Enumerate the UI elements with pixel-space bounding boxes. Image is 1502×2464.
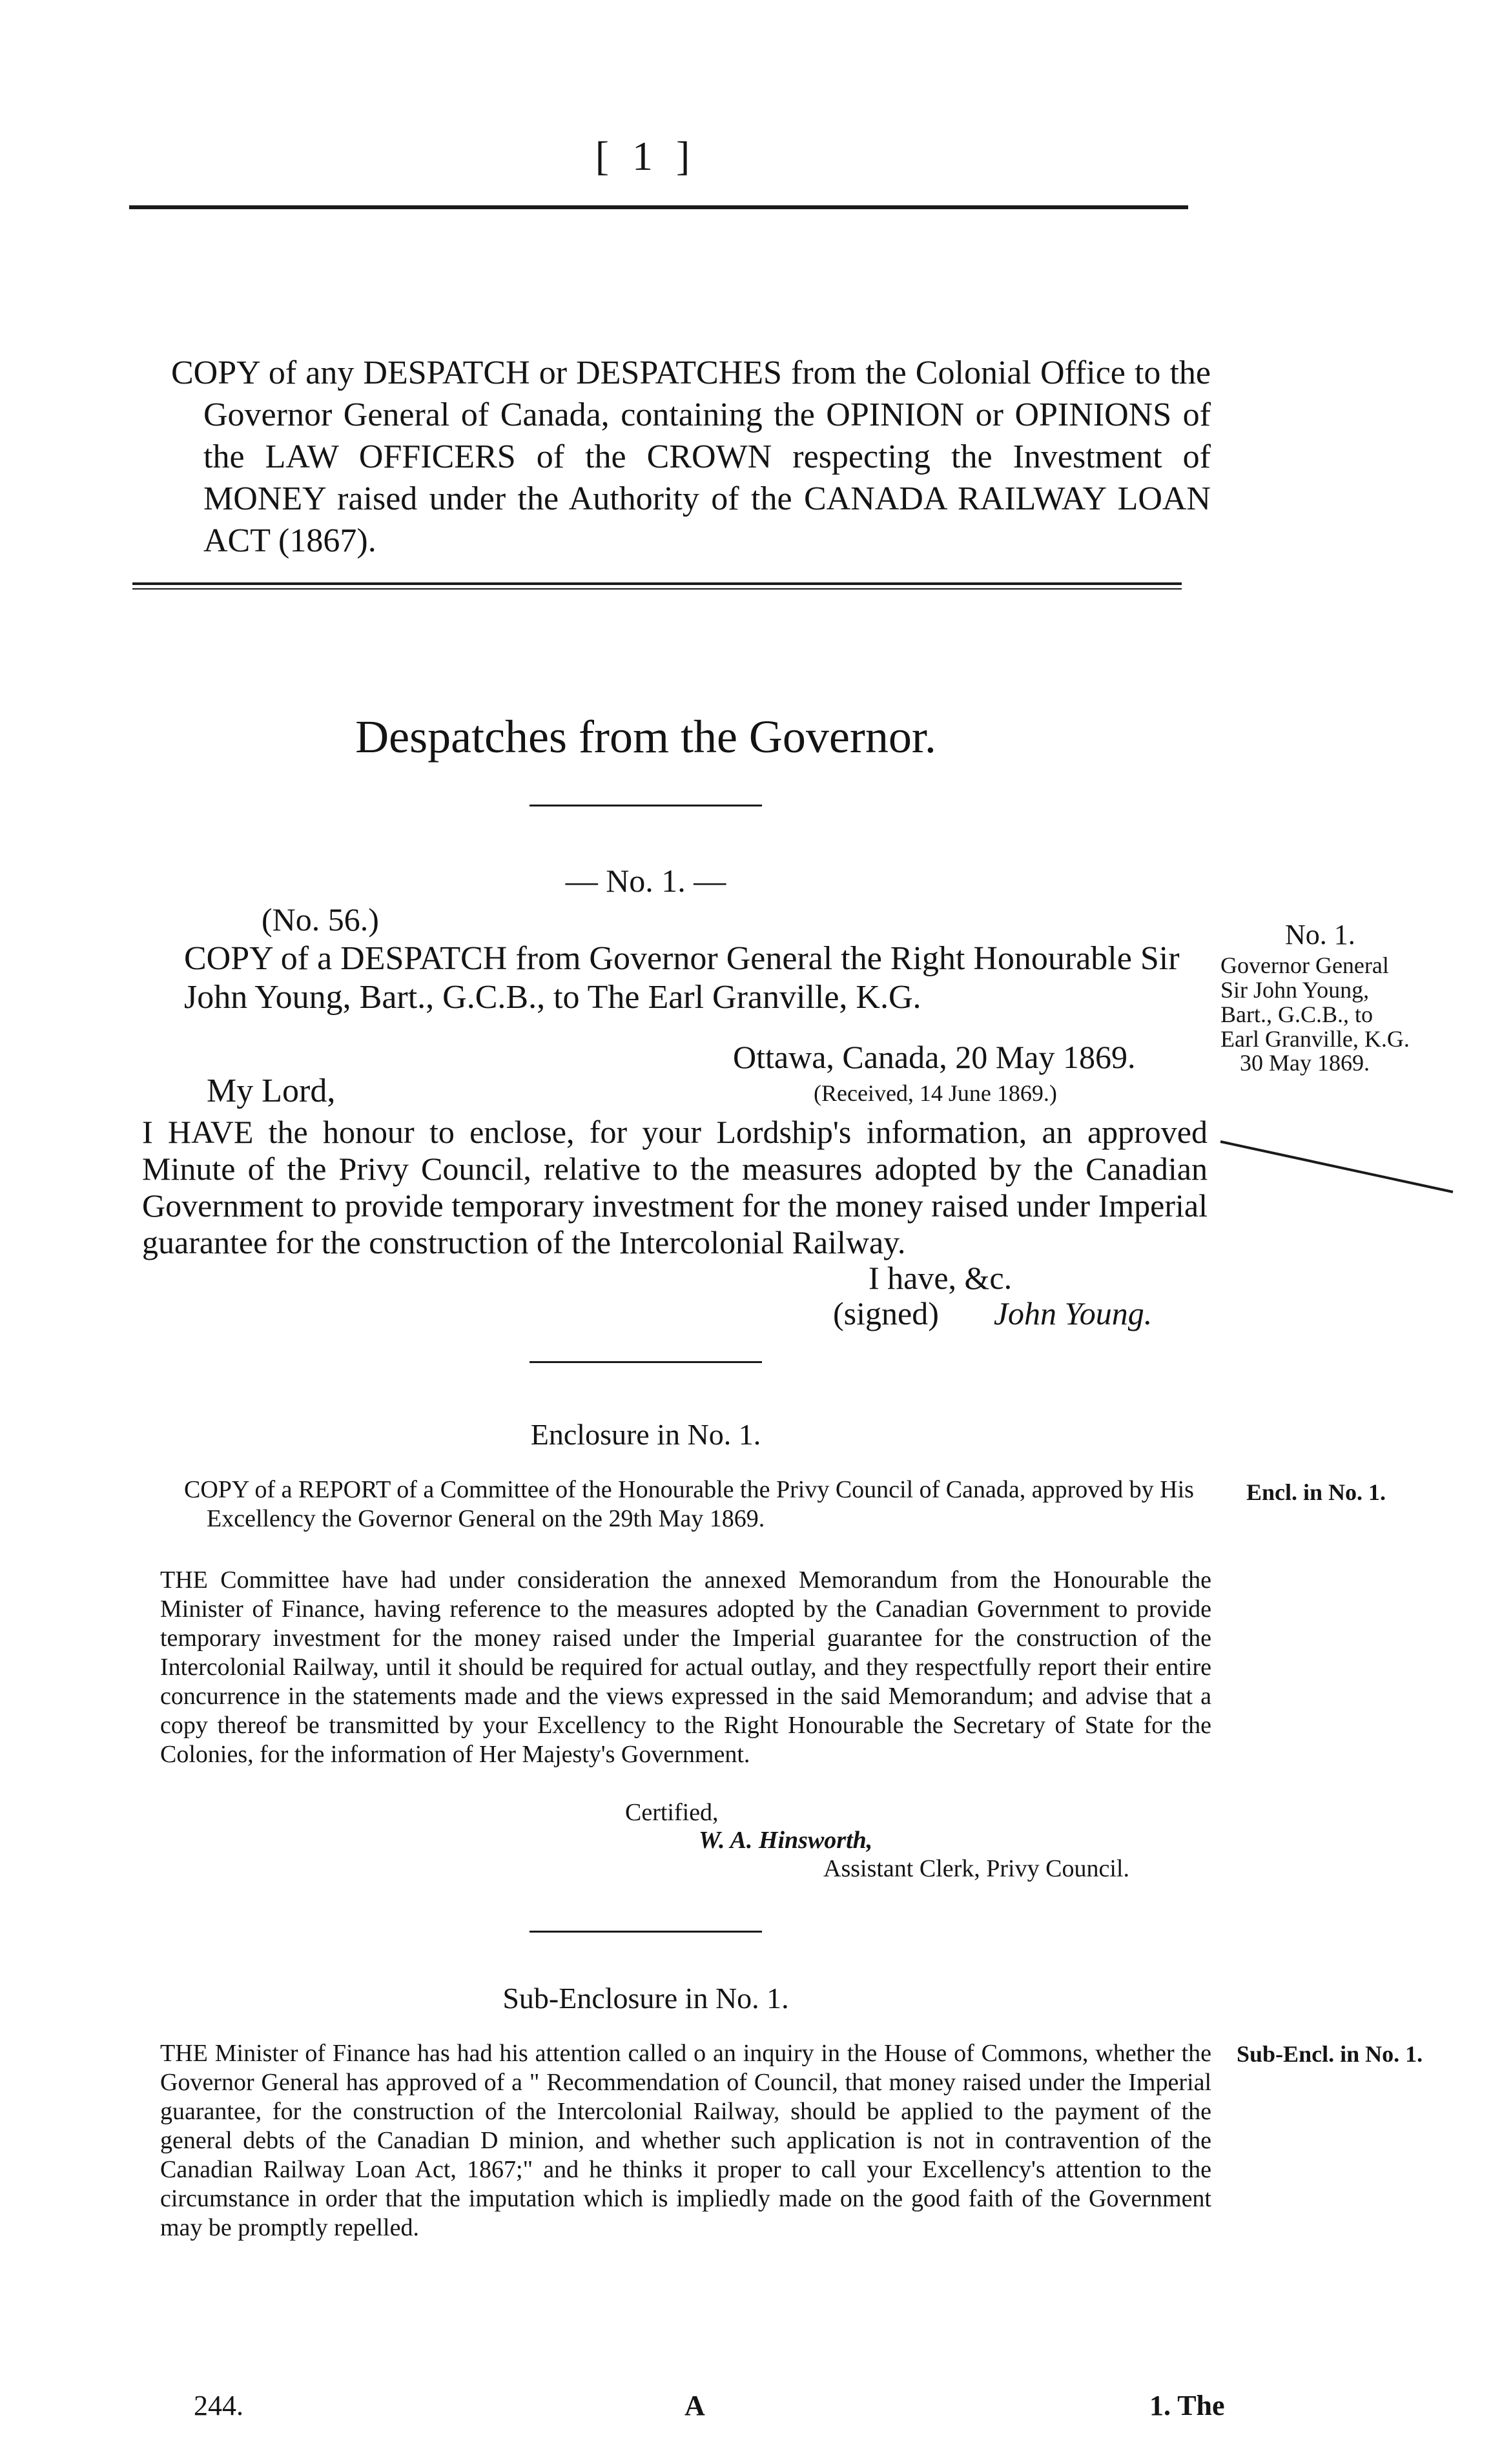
title-double-rule-bottom xyxy=(132,588,1182,590)
margin-pointer-stroke xyxy=(1220,1142,1453,1192)
despatch-place-date: Ottawa, Canada, 20 May 1869. xyxy=(733,1039,1136,1075)
margin-note-no1 xyxy=(1220,920,1466,1076)
despatch-end-rule xyxy=(530,1361,762,1363)
report-heading: COPY of a REPORT of a Committee of the Honourable the Privy Council of Canada, approved by His Excellency the Governor General on the 29th May 1869. xyxy=(184,1476,1194,1532)
footer-sheet-number: 244. xyxy=(194,2390,243,2421)
despatch-closing: I have, &c. xyxy=(869,1260,1013,1296)
enclosure-heading: Enclosure in No. 1. xyxy=(530,1418,761,1451)
header-rule xyxy=(129,205,1188,209)
despatch-number-mark: — No. 1. — xyxy=(565,863,726,899)
despatch-received-date: (Received, 14 June 1869.) xyxy=(814,1080,1057,1106)
margin-note-enclosure: Encl. in No. 1. xyxy=(1246,1479,1386,1505)
certified-label: Certified, xyxy=(625,1799,719,1826)
sub-enclosure-body: THE Minister of Finance has had his attention called o an inquiry in the House of Commons, whether the Governor General has approved of a " Recommendation of Council, that money raised under the Imperial guarantee, for the construction of the Intercolonial Railway, should be applied to the payment of the general debts of the Canadian D minion, and whether such application is not in contravention of the Canadian Railway Loan Act, 1867;" and he thinks it proper to call your Excellency's attention to the circumstance in order that the imputation which is impliedly made on the good faith of the Government may be promptly repelled. xyxy=(160,2040,1211,2241)
despatch-heading: COPY of a DESPATCH from Governor General the Right Honourable Sir John Young, Bart., G.C.B., to The Earl Granville, K.G. xyxy=(184,940,1180,1016)
margin-note-sub-enclosure: Sub-Encl. in No. 1. xyxy=(1237,2041,1423,2067)
footer-catchword: 1. The xyxy=(1149,2390,1225,2421)
enclosure-end-rule xyxy=(530,1931,762,1933)
margin-note-no1-line: Governor General xyxy=(1220,952,1389,979)
despatch-signature-line xyxy=(833,1295,1152,1332)
margin-note-no1-line: Sir John Young, xyxy=(1220,976,1370,1003)
margin-note-no1-line: Bart., G.C.B., to xyxy=(1220,1001,1373,1027)
despatch-signer: John Young. xyxy=(993,1295,1153,1331)
document-title: COPY of any DESPATCH or DESPATCHES from the Colonial Office to the Governor General of Canada, containing the OPINION or OPINIONS of the LAW OFFICERS of the CROWN respecting the Investment of MONEY raised under the Authority of the CANADA RAILWAY LOAN ACT (1867). xyxy=(171,354,1211,559)
report-signer-title: Assistant Clerk, Privy Council. xyxy=(823,1855,1129,1882)
margin-note-no1-line: 30 May 1869. xyxy=(1240,1050,1370,1076)
report-body: THE Committee have had under consideration the annexed Memorandum from the Honourable the Minister of Finance, having reference to the measures adopted by the Canadian Government to provide temporary investment for the money raised under the Imperial guarantee for the construction of the Intercolonial Railway, until it should be required for actual outlay, and they respectfully report their entire concurrence in the statements made and the views expressed in the said Memorandum; and advise that a copy thereof be transmitted by your Excellency to the Right Honourable the Secretary of State for the Colonies, for the information of Her Majesty's Government. xyxy=(160,1566,1211,1768)
despatch-number: (No. 56.) xyxy=(262,901,379,938)
page-number: [ 1 ] xyxy=(595,133,697,179)
footer-signature-mark: A xyxy=(684,2390,705,2421)
margin-note-no1-line: Earl Granville, K.G. xyxy=(1220,1025,1410,1052)
section-heading-rule xyxy=(530,805,762,806)
despatch-body: I HAVE the honour to enclose, for your Lordship's information, an approved Minute of the Privy Council, relative to the measures adopted by the Canadian Government to provide temporary investment for the money raised under Imperial guarantee for the construction of the Intercolonial Railway. xyxy=(142,1114,1208,1260)
sub-enclosure-heading: Sub-Enclosure in No. 1. xyxy=(502,1982,789,2015)
report-signer-name: W. A. Hinsworth, xyxy=(699,1827,873,1854)
title-double-rule-top xyxy=(132,582,1182,585)
signed-label: (signed) xyxy=(833,1295,939,1331)
despatch-salutation: My Lord, xyxy=(207,1073,336,1109)
margin-note-no1-title: No. 1. xyxy=(1285,919,1355,950)
margin-pointer-line xyxy=(1214,1130,1459,1201)
section-heading: Despatches from the Governor. xyxy=(355,711,936,763)
